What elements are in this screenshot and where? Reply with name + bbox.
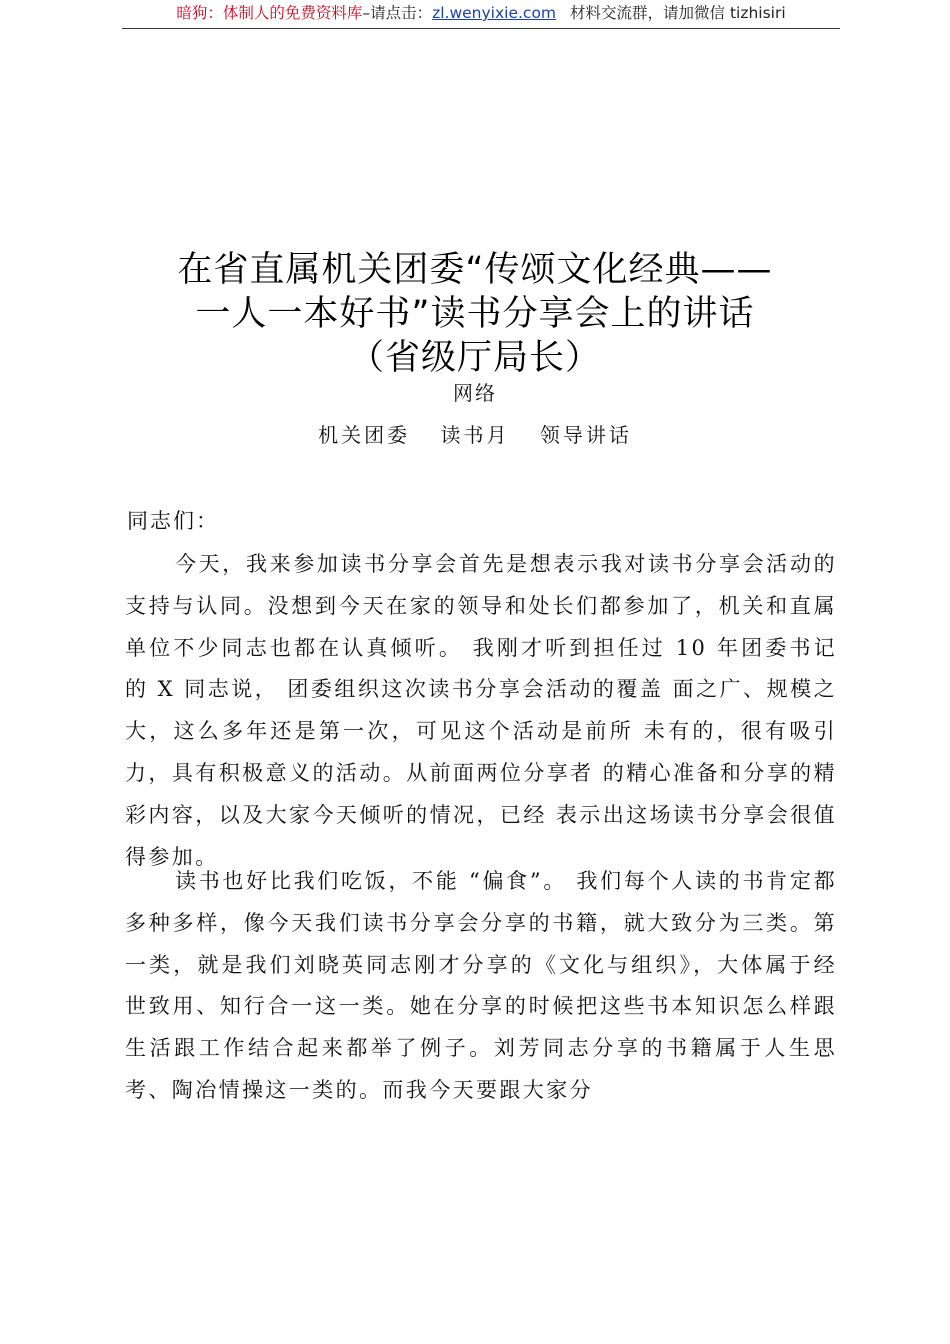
tag-item: 机关团委 [318,423,411,447]
title-line-3: （省级厅局长） [348,338,601,378]
document-author: 网络 [453,381,497,405]
tag-item: 读书月 [440,423,510,447]
body-paragraph-2: 读书也好比我们吃饭，不能 “偏食”。 我们每个人读的书肯定都多种多样，像今天我们读书分享会分享的书籍，就大致分为三类。第一类，就是我们刘晓英同志刚才分享的《文化与组织》，大体属于经世致用、知行合一这一类。她在分享的时候把这些书本知识怎么样跟生活跟工作结合起来都举了例子。刘芳同志分享的书籍属于人生思考、陶冶情操这一类的。而我今天要跟大家分 [125,869,837,1102]
document-tags [0,420,950,450]
header-click-prompt: –请点击： [362,4,433,22]
body-paragraph-1: 今天，我来参加读书分享会首先是想表示我对读书分享会活动的支持与认同。没想到今天在家的领导和处长们都参加了，机关和直属单位不少同志也都在认真倾听。 我刚才听到担任过 10 年团委书记的 X 同志说， 团委组织这次读书分享会活动的覆盖 面之广、规模之大，这么多年还是第一次，可见这个活动是前所 未有的，很有吸引力，具有积极意义的活动。从前面两位分享者 的精心准备和分享的精彩内容，以及大家今天倾听的情况，已经 表示出这场读书分享会很值得参加。 [125,552,837,869]
header-wechat-note: 材料交流群，请加微信 tizhisiri [570,4,786,22]
document-title [100,248,850,380]
title-line-1: 在省直属机关团委“传颂文化经典—— [177,250,773,290]
header-url-link[interactable]: zl.wenyixie.com [432,4,557,22]
title-line-2: 一人一本好书”读书分享会上的讲话 [195,294,755,334]
header-brand: 暗狗：体制人的免费资料库 [176,4,363,22]
page-header [122,0,840,29]
salutation: 同志们： [127,509,219,533]
tag-item: 领导讲话 [539,423,632,447]
